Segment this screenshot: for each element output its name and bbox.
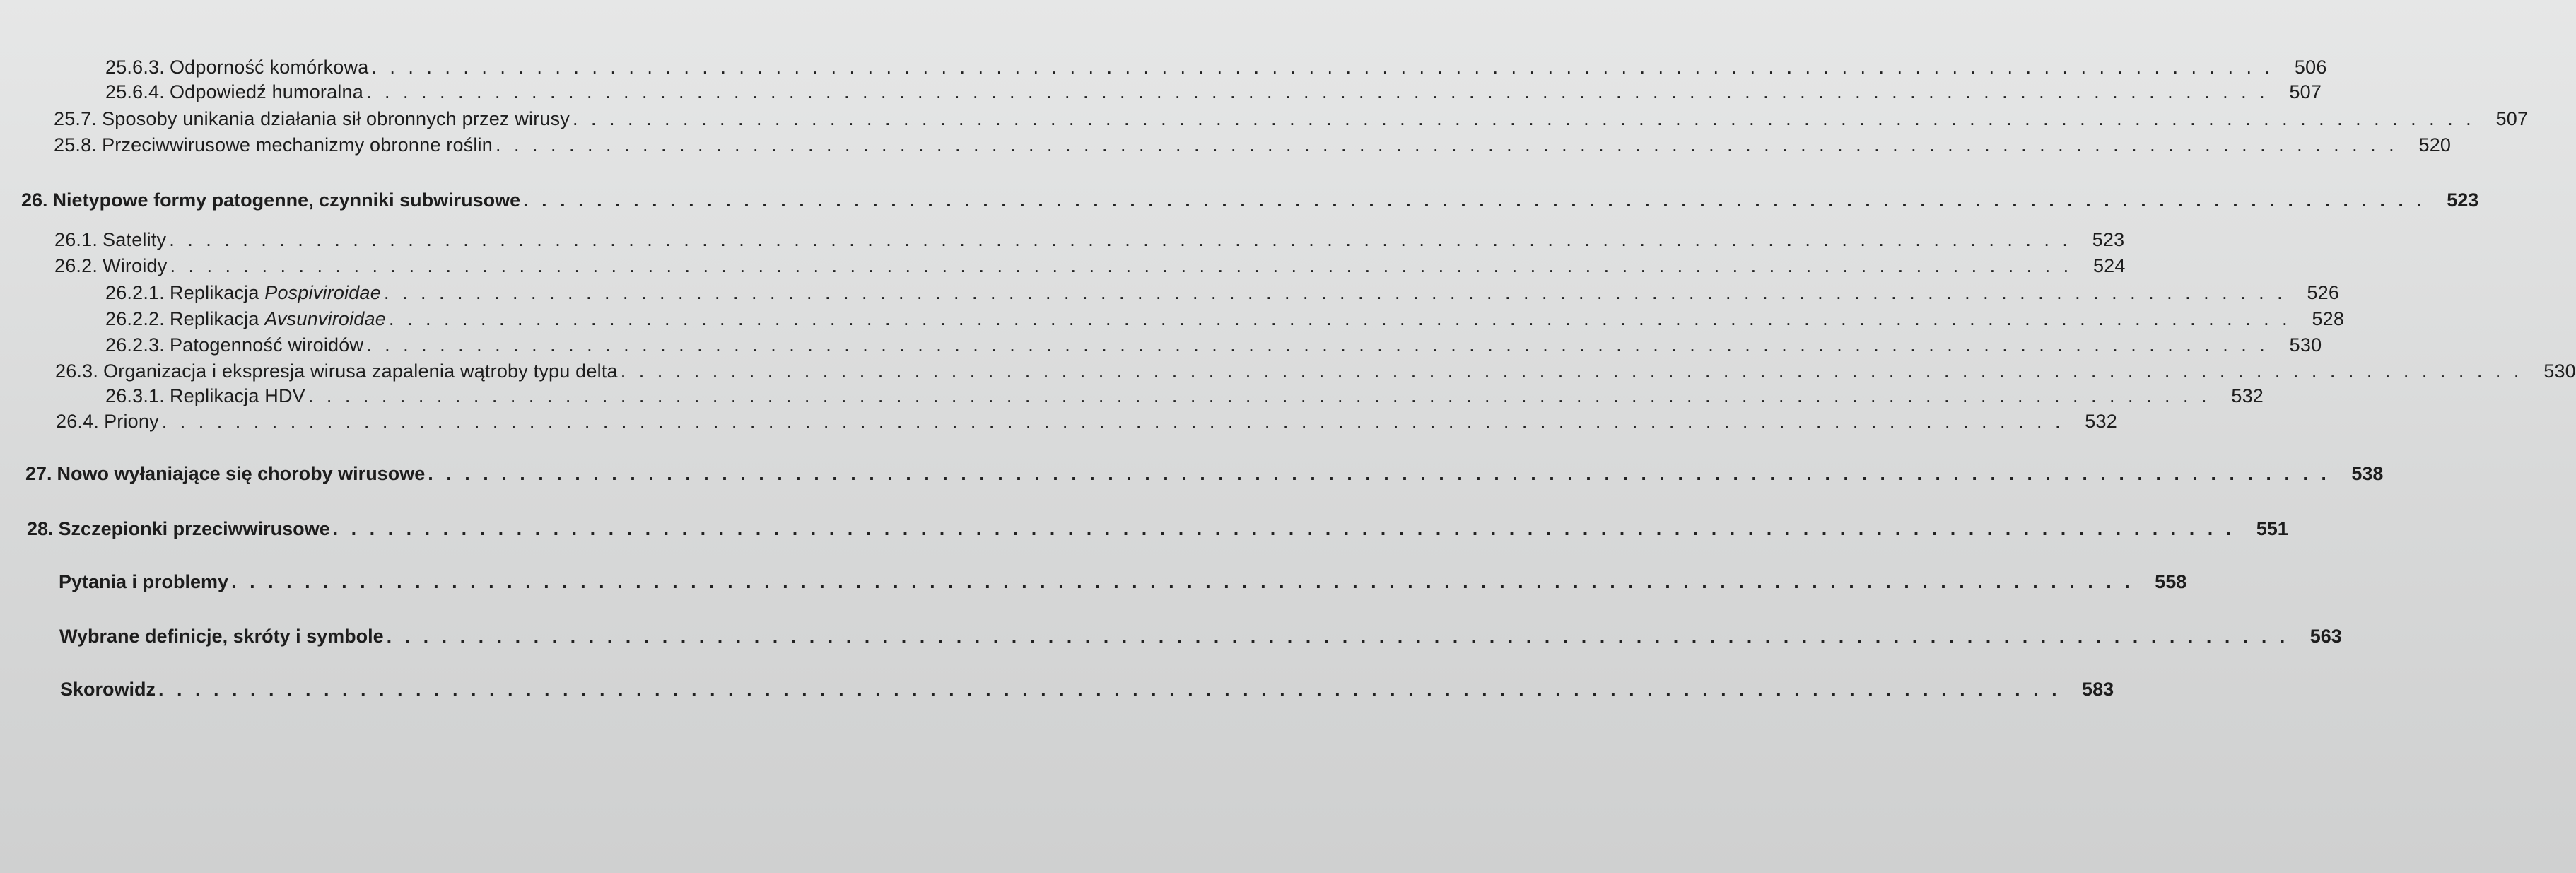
entry-title: Pytania i problemy [59, 571, 229, 592]
dot-leader: ........................................................................................................ [495, 134, 2408, 156]
toc-entry [54, 229, 2125, 251]
dot-leader: ........................................................................................................ [620, 361, 2532, 382]
entry-title: Sposoby unikania działania sił obronnych przez wirusy [102, 108, 570, 129]
entry-title: Nowo wyłaniające się choroby wirusowe [57, 463, 426, 484]
entry-number: 26.2.2. [105, 308, 165, 329]
entry-page-number: 526 [2307, 282, 2340, 303]
entry-title: Wiroidy [103, 255, 168, 276]
entry-number: 25.6.3. [105, 57, 165, 78]
entry-number: 26.2.1. [105, 282, 165, 303]
dot-leader: ........................................................................................................ [386, 626, 2298, 647]
dot-leader: ........................................................................................................ [231, 571, 2143, 592]
entry-title: Skorowidz [60, 679, 156, 700]
entry-page-number: 524 [2092, 255, 2126, 276]
entry-number: 26. [21, 189, 48, 211]
toc-entry [105, 282, 2340, 304]
entry-title-text: Replikacja [169, 308, 259, 329]
dot-leader: ........................................................................................................ [170, 255, 2082, 276]
toc-chapter-entry [27, 518, 2288, 540]
entry-title: Patogenność wiroidów [169, 334, 364, 356]
entry-title: Odporność komórkowa [169, 57, 369, 78]
dot-leader: ........................................................................................................ [158, 679, 2071, 700]
entry-page-number: 532 [2231, 385, 2264, 406]
dot-leader: ........................................................................................................ [573, 108, 2485, 129]
dot-leader: ........................................................................................................ [371, 57, 2283, 78]
dot-leader: ........................................................................................................ [383, 282, 2296, 303]
entry-page-number: 528 [2312, 308, 2345, 329]
entry-page-number: 558 [2155, 571, 2187, 592]
entry-title: Organizacja i ekspresja wirusa zapalenia wątroby typu delta [103, 361, 618, 382]
dot-leader: ........................................................................................................ [523, 189, 2435, 211]
dot-leader: ........................................................................................................ [366, 334, 2278, 356]
entry-number: 26.3.1. [105, 385, 165, 406]
entry-title: Priony [104, 411, 159, 432]
entry-title: Wybrane definicje, skróty i symbole [59, 626, 384, 647]
entry-title-text: Replikacja [169, 282, 259, 303]
entry-page-number: 507 [2495, 108, 2529, 129]
dot-leader: ........................................................................................................ [332, 518, 2244, 539]
entry-title-italic: Pospiviroidae [264, 282, 381, 303]
entry-number: 28. [27, 518, 54, 539]
dot-leader: ........................................................................................................ [308, 385, 2220, 406]
toc-entry [55, 361, 2576, 382]
toc-chapter-entry [21, 189, 2479, 211]
entry-page-number: 530 [2543, 361, 2576, 382]
toc-entry [54, 134, 2452, 156]
entry-number: 26.3. [55, 361, 99, 382]
toc-chapter-entry [59, 571, 2187, 593]
entry-page-number: 563 [2309, 626, 2342, 647]
entry-title: Nietypowe formy patogenne, czynniki subwirusowe [52, 189, 521, 211]
toc-entry [56, 411, 2117, 433]
entry-number: 27. [25, 463, 52, 484]
toc-entry [54, 108, 2529, 130]
toc-entry [105, 57, 2327, 78]
entry-page-number: 538 [2351, 463, 2384, 484]
entry-page-number: 532 [2085, 411, 2117, 432]
toc-entry [105, 385, 2264, 407]
entry-number: 26.2.3. [105, 334, 165, 356]
entry-number: 26.1. [54, 229, 98, 250]
entry-number: 25.8. [54, 134, 98, 156]
dot-leader: ........................................................................................................ [388, 308, 2301, 329]
entry-title: Replikacja HDV [169, 385, 305, 406]
toc-entry [54, 255, 2126, 277]
entry-page-number: 583 [2082, 679, 2114, 700]
entry-title: Odpowiedź humoralna [169, 81, 363, 102]
toc-chapter-entry [60, 679, 2114, 701]
entry-title: Szczepionki przeciwwirusowe [58, 518, 330, 539]
toc-entry [105, 334, 2322, 356]
entry-title: Przeciwwirusowe mechanizmy obronne roślin [102, 134, 493, 156]
entry-number: 25.7. [54, 108, 98, 129]
entry-title [170, 308, 386, 330]
entry-number: 25.6.4. [105, 81, 165, 102]
entry-number: 26.4. [56, 411, 100, 432]
toc-entry [105, 81, 2322, 103]
entry-title: Satelity [103, 229, 167, 250]
toc-chapter-entry [59, 626, 2342, 648]
entry-page-number: 507 [2289, 81, 2322, 102]
toc-chapter-entry [25, 463, 2384, 485]
entry-page-number: 530 [2289, 334, 2322, 356]
entry-page-number: 523 [2092, 229, 2125, 250]
dot-leader: ........................................................................................................ [161, 411, 2073, 432]
entry-title [170, 282, 381, 304]
entry-page-number: 506 [2294, 57, 2327, 78]
entry-page-number: 523 [2447, 189, 2479, 211]
entry-title-italic: Avsunviroidae [264, 308, 386, 329]
entry-page-number: 551 [2256, 518, 2288, 539]
entry-page-number: 520 [2418, 134, 2452, 156]
dot-leader: ........................................................................................................ [428, 463, 2340, 484]
toc-entry [105, 308, 2345, 330]
entry-number: 26.2. [54, 255, 98, 276]
dot-leader: ........................................................................................................ [169, 229, 2081, 250]
dot-leader: ........................................................................................................ [365, 81, 2278, 102]
